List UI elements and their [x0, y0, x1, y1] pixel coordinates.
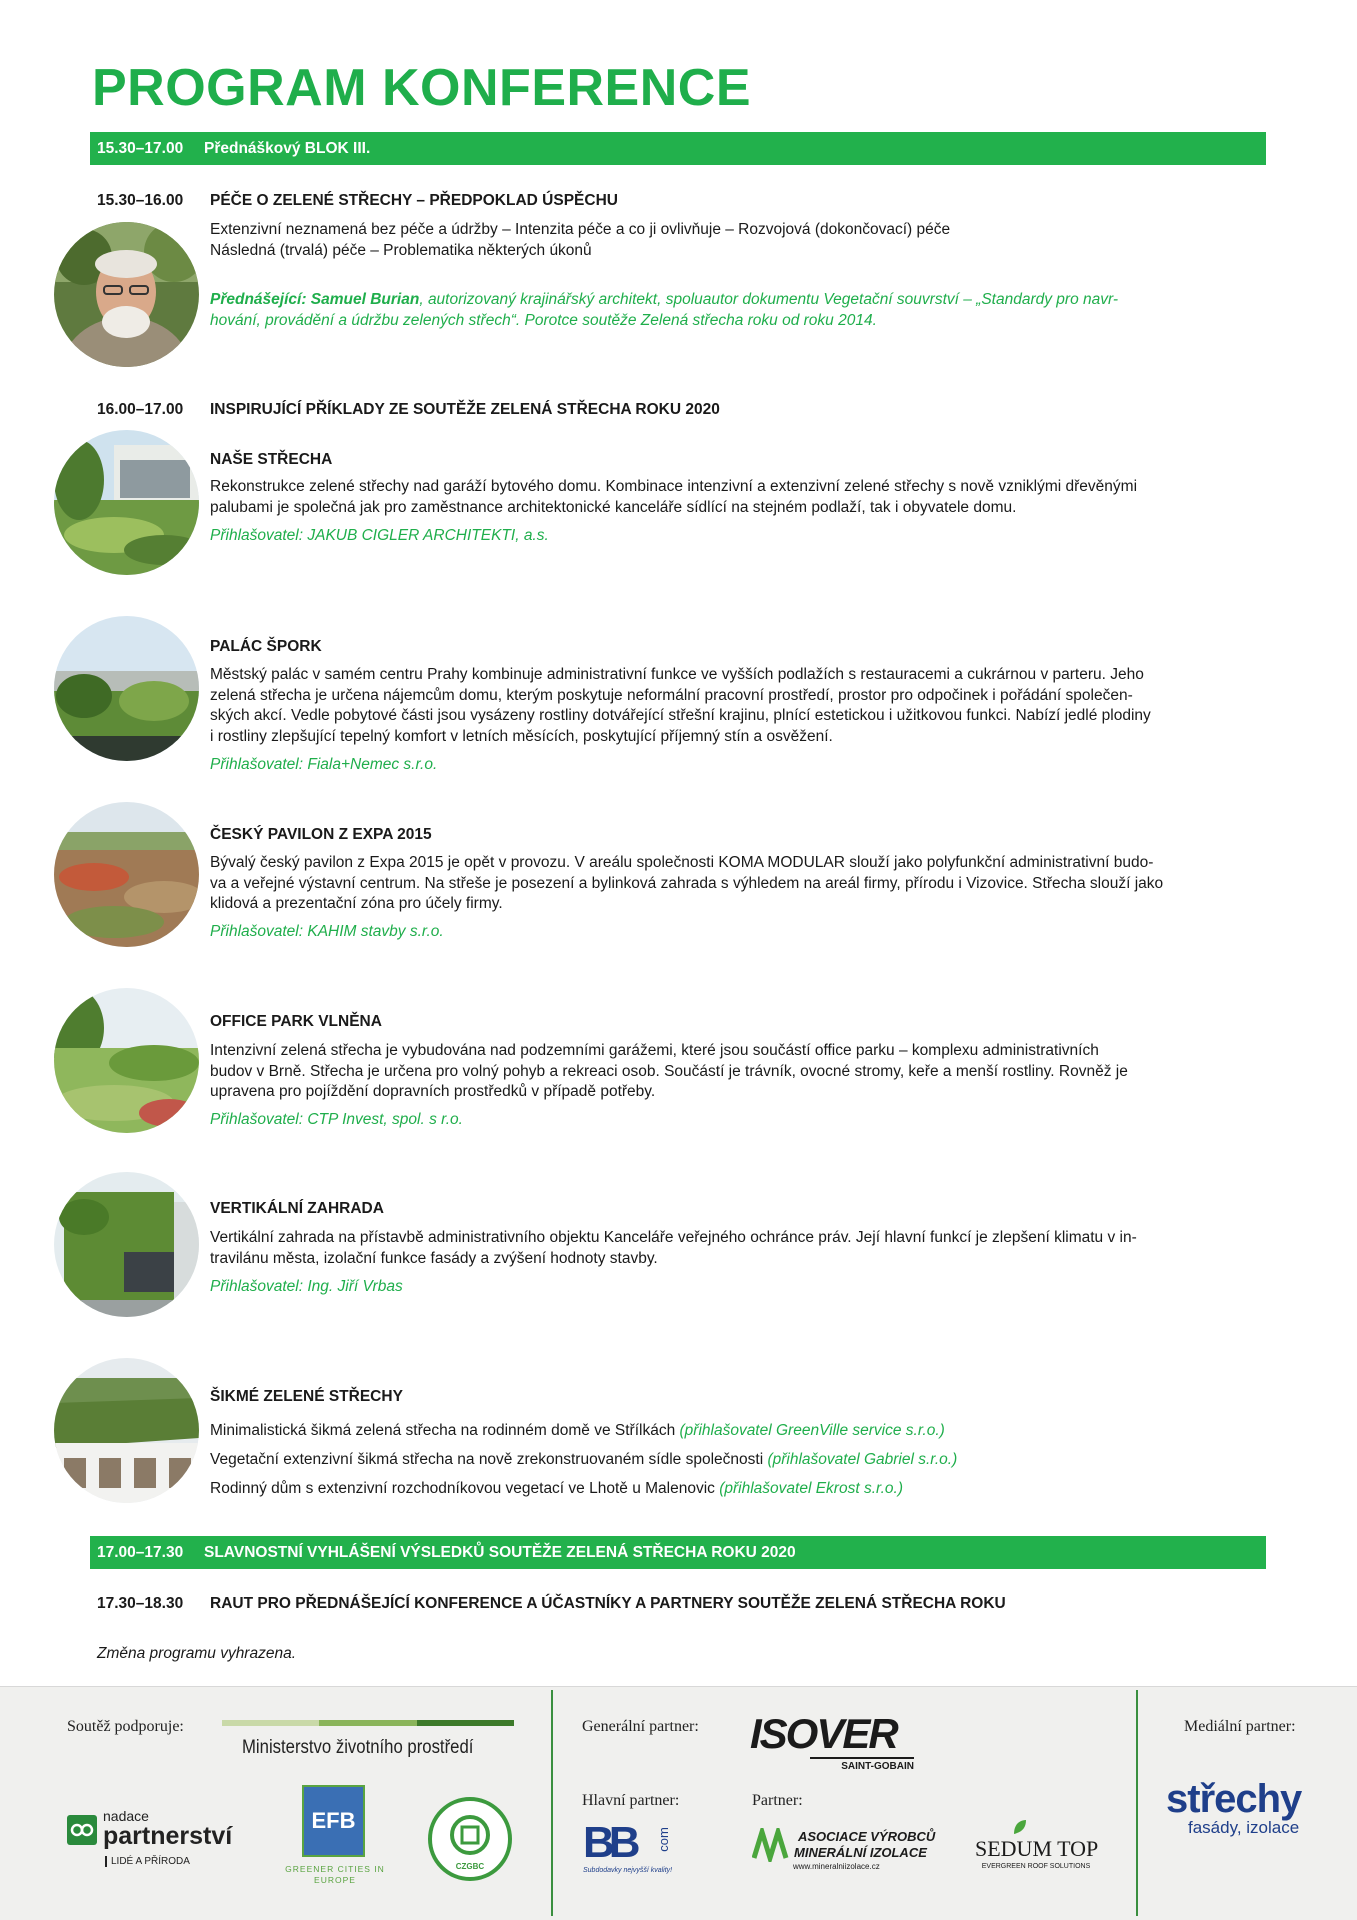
czgbc-label: CZGBC: [455, 1862, 485, 1871]
main-partner-label: Hlavní partner:: [582, 1792, 680, 1809]
asociace-url: www.mineralniizolace.cz: [793, 1862, 880, 1871]
ministry-stripe: [222, 1720, 514, 1726]
sikme-title: ŠIKMÉ ZELENÉ STŘECHY: [210, 1388, 403, 1405]
talk1-speaker: [210, 290, 1265, 331]
asociace-icon: [752, 1828, 794, 1862]
sikme-list: [210, 1416, 1260, 1503]
example-title: OFFICE PARK VLNĚNA: [210, 1013, 382, 1030]
strechy-tagline: fasády, izolace: [1188, 1818, 1300, 1837]
raut-label: RAUT PRO PŘEDNÁŠEJÍCÍ KONFERENCE A ÚČASTNÍKY A PARTNERY SOUTĚŽE ZELENÁ STŘECHA ROKU: [210, 1595, 1006, 1612]
example-credit: Přihlašovatel: Ing. Jiří Vrbas: [210, 1278, 403, 1295]
partner-label: Partner:: [752, 1792, 803, 1809]
speaker-photo: [54, 222, 199, 367]
page-title: PROGRAM KONFERENCE: [92, 59, 752, 117]
talk1-description: [210, 220, 1260, 261]
example-credit: Přihlašovatel: Fiala+Nemec s.r.o.: [210, 756, 438, 773]
general-partner-label: Generální partner:: [582, 1718, 699, 1735]
bb-tagline: Subdodavky nejvyšší kvality!: [583, 1867, 673, 1874]
list-item: Minimalistická šikmá zelená střecha na rodinném domě ve Střílkách (přihlašovatel GreenVille service s.r.o.): [210, 1422, 945, 1439]
saint-gobain-label: SAINT-GOBAIN: [810, 1757, 914, 1772]
nadace-small: nadace: [103, 1808, 149, 1824]
photo-nase-strecha: [54, 430, 199, 575]
sedum-leaf-icon: [1012, 1818, 1028, 1836]
nadace-tagline: LIDÉ A PŘÍRODA: [105, 1856, 190, 1867]
block-3-time: 15.30–17.00: [97, 139, 184, 157]
isover-logo: ISOVER: [750, 1710, 897, 1757]
photo-vertikalni-zahrada: [54, 1172, 199, 1317]
bb-logo: BB: [583, 1818, 635, 1867]
list-item: Vegetační extenzivní šikmá střecha na nově zrekonstruovaném sídle společnosti (přihlašovatel Gabriel s.r.o.): [210, 1451, 958, 1468]
efb-logo: EFB: [302, 1785, 365, 1857]
example-title: NAŠE STŘECHA: [210, 451, 333, 468]
program-note: Změna programu vyhrazena.: [97, 1645, 297, 1662]
asociace-line1: ASOCIACE VÝROBCŮ: [798, 1829, 936, 1844]
raut-time: 17.30–18.30: [97, 1595, 184, 1612]
block-3-bar: [90, 132, 1266, 165]
sedum-logo: SEDUM TOP: [975, 1836, 1099, 1861]
example-credit: Přihlašovatel: KAHIM stavby s.r.o.: [210, 923, 444, 940]
ceremony-label: SLAVNOSTNÍ VYHLÁŠENÍ VÝSLEDKŮ SOUTĚŽE ZELENÁ STŘECHA ROKU 2020: [204, 1543, 796, 1561]
photo-palac-spork: [54, 616, 199, 761]
ceremony-time: 17.00–17.30: [97, 1543, 184, 1561]
photo-office-park: [54, 988, 199, 1133]
block-3-label: Přednáškový BLOK III.: [204, 139, 371, 157]
ceremony-bar: [90, 1536, 1266, 1569]
speaker-bio-1: , autorizovaný krajinářský architekt, spoluautor dokumentu Vegetační souvrství – „Standardy pro navr-: [419, 291, 1119, 308]
talk1-title: PÉČE O ZELENÉ STŘECHY – PŘEDPOKLAD ÚSPĚCHU: [210, 192, 618, 209]
talk1-line1: Extenzivní neznamená bez péče a údržby – Intenzita péče a co ji ovlivňuje – Rozvojová (dokončovací) péče: [210, 221, 951, 238]
list-item: Rodinný dům s extenzivní rozchodníkovou vegetací ve Lhotě u Malenovic (přihlašovatel Ekrost s.r.o.): [210, 1480, 903, 1497]
example-description: Městský palác v samém centru Prahy kombinuje administrativní funkce ve vyšších podlažích s restauracemi a cukrárnou v parteru. Jeho zelená střecha je určena nájemcům domu, kterým poskytuje neformální pracovní prostředí, prostor pro odpočinek i pořádání společen- ských akcí. Vedle pobytové části jsou vysázeny rostliny dotvářející střešní krajinu, plnící estetickou i užitkovou funkci. Nabízí jedlé plodiny i rostliny zlepšující tepelný komfort v letních měsících, poskytující příjemný stín a osvěžení.: [210, 666, 1151, 745]
example-title: ČESKÝ PAVILON Z EXPA 2015: [210, 826, 432, 843]
nadace-logo: partnerství: [103, 1822, 233, 1850]
speaker-bio-2: hování, provádění a údržbu zelených střech“. Porotce soutěže Zelená střecha roku od roku 2014.: [210, 311, 877, 329]
sedum-tagline: EVERGREEN ROOF SOLUTIONS: [981, 1863, 1091, 1870]
bb-com: com: [655, 1827, 671, 1852]
efb-tagline: GREENER CITIES IN EUROPE: [285, 1864, 385, 1885]
photo-sikme-strechy: [54, 1358, 199, 1503]
talk2-title: INSPIRUJÍCÍ PŘÍKLADY ZE SOUTĚŽE ZELENÁ STŘECHA ROKU 2020: [210, 401, 720, 418]
footer-divider: [1136, 1690, 1138, 1916]
media-partner-label: Mediální partner:: [1184, 1718, 1296, 1735]
ministry-logo: Ministerstvo životního prostředí: [242, 1737, 474, 1758]
talk2-time: 16.00–17.00: [97, 401, 184, 418]
speaker-name: Přednášející: Samuel Burian: [210, 291, 420, 308]
talk1-time: 15.30–16.00: [97, 192, 184, 209]
example-description: Rekonstrukce zelené střechy nad garáží bytového domu. Kombinace intenzivní a extenzivní zelené střechy s nově vzniklými dřevěnými palubami je společná jak pro zaměstnance architektonické kanceláře sídlící na stejném podlaží, tak i obyvatele domu.: [210, 478, 1138, 516]
photo-cesky-pavilon: [54, 802, 199, 947]
example-credit: Přihlašovatel: CTP Invest, spol. s r.o.: [210, 1111, 463, 1128]
example-description: Intenzivní zelená střecha je vybudována nad podzemními garážemi, které jsou součástí office parku – komplexu administrativních budov v Brně. Střecha je určena pro volný pohyb a rekreaci osob. Součástí je trávník, ovocné stromy, keře a menší rostliny. Rovněž je upravena pro pojíždění dopravních prostředků v případě potřeby.: [210, 1042, 1128, 1100]
example-title: VERTIKÁLNÍ ZAHRADA: [210, 1200, 384, 1217]
strechy-logo: střechy: [1166, 1777, 1302, 1821]
support-label: Soutěž podporuje:: [67, 1718, 184, 1735]
nadace-icon: [67, 1815, 97, 1845]
example-credit: Přihlašovatel: JAKUB CIGLER ARCHITEKTI, a.s.: [210, 527, 549, 544]
example-description: Vertikální zahrada na přístavbě administrativního objektu Kanceláře veřejného ochránce práv. Její hlavní funkcí je zlepšení klimatu v in- travilánu města, izolační funkce fasády a zvýšení hodnoty stavby.: [210, 1229, 1137, 1267]
example-title: PALÁC ŠPORK: [210, 638, 322, 655]
talk1-line2: Následná (trvalá) péče – Problematika některých úkonů: [210, 241, 592, 259]
footer-divider: [551, 1690, 553, 1916]
example-description: Bývalý český pavilon z Expa 2015 je opět v provozu. V areálu společnosti KOMA MODULAR slouží jako polyfunkční administrativní budo- va a veřejné výstavní centrum. Na střeše je posezení a bylinková zahrada s výhledem na areál firmy, přírodu i Vizovice. Střecha slouží jako klidová a prezentační zóna pro účely firmy.: [210, 854, 1164, 912]
asociace-line2: MINERÁLNÍ IZOLACE: [794, 1845, 927, 1860]
